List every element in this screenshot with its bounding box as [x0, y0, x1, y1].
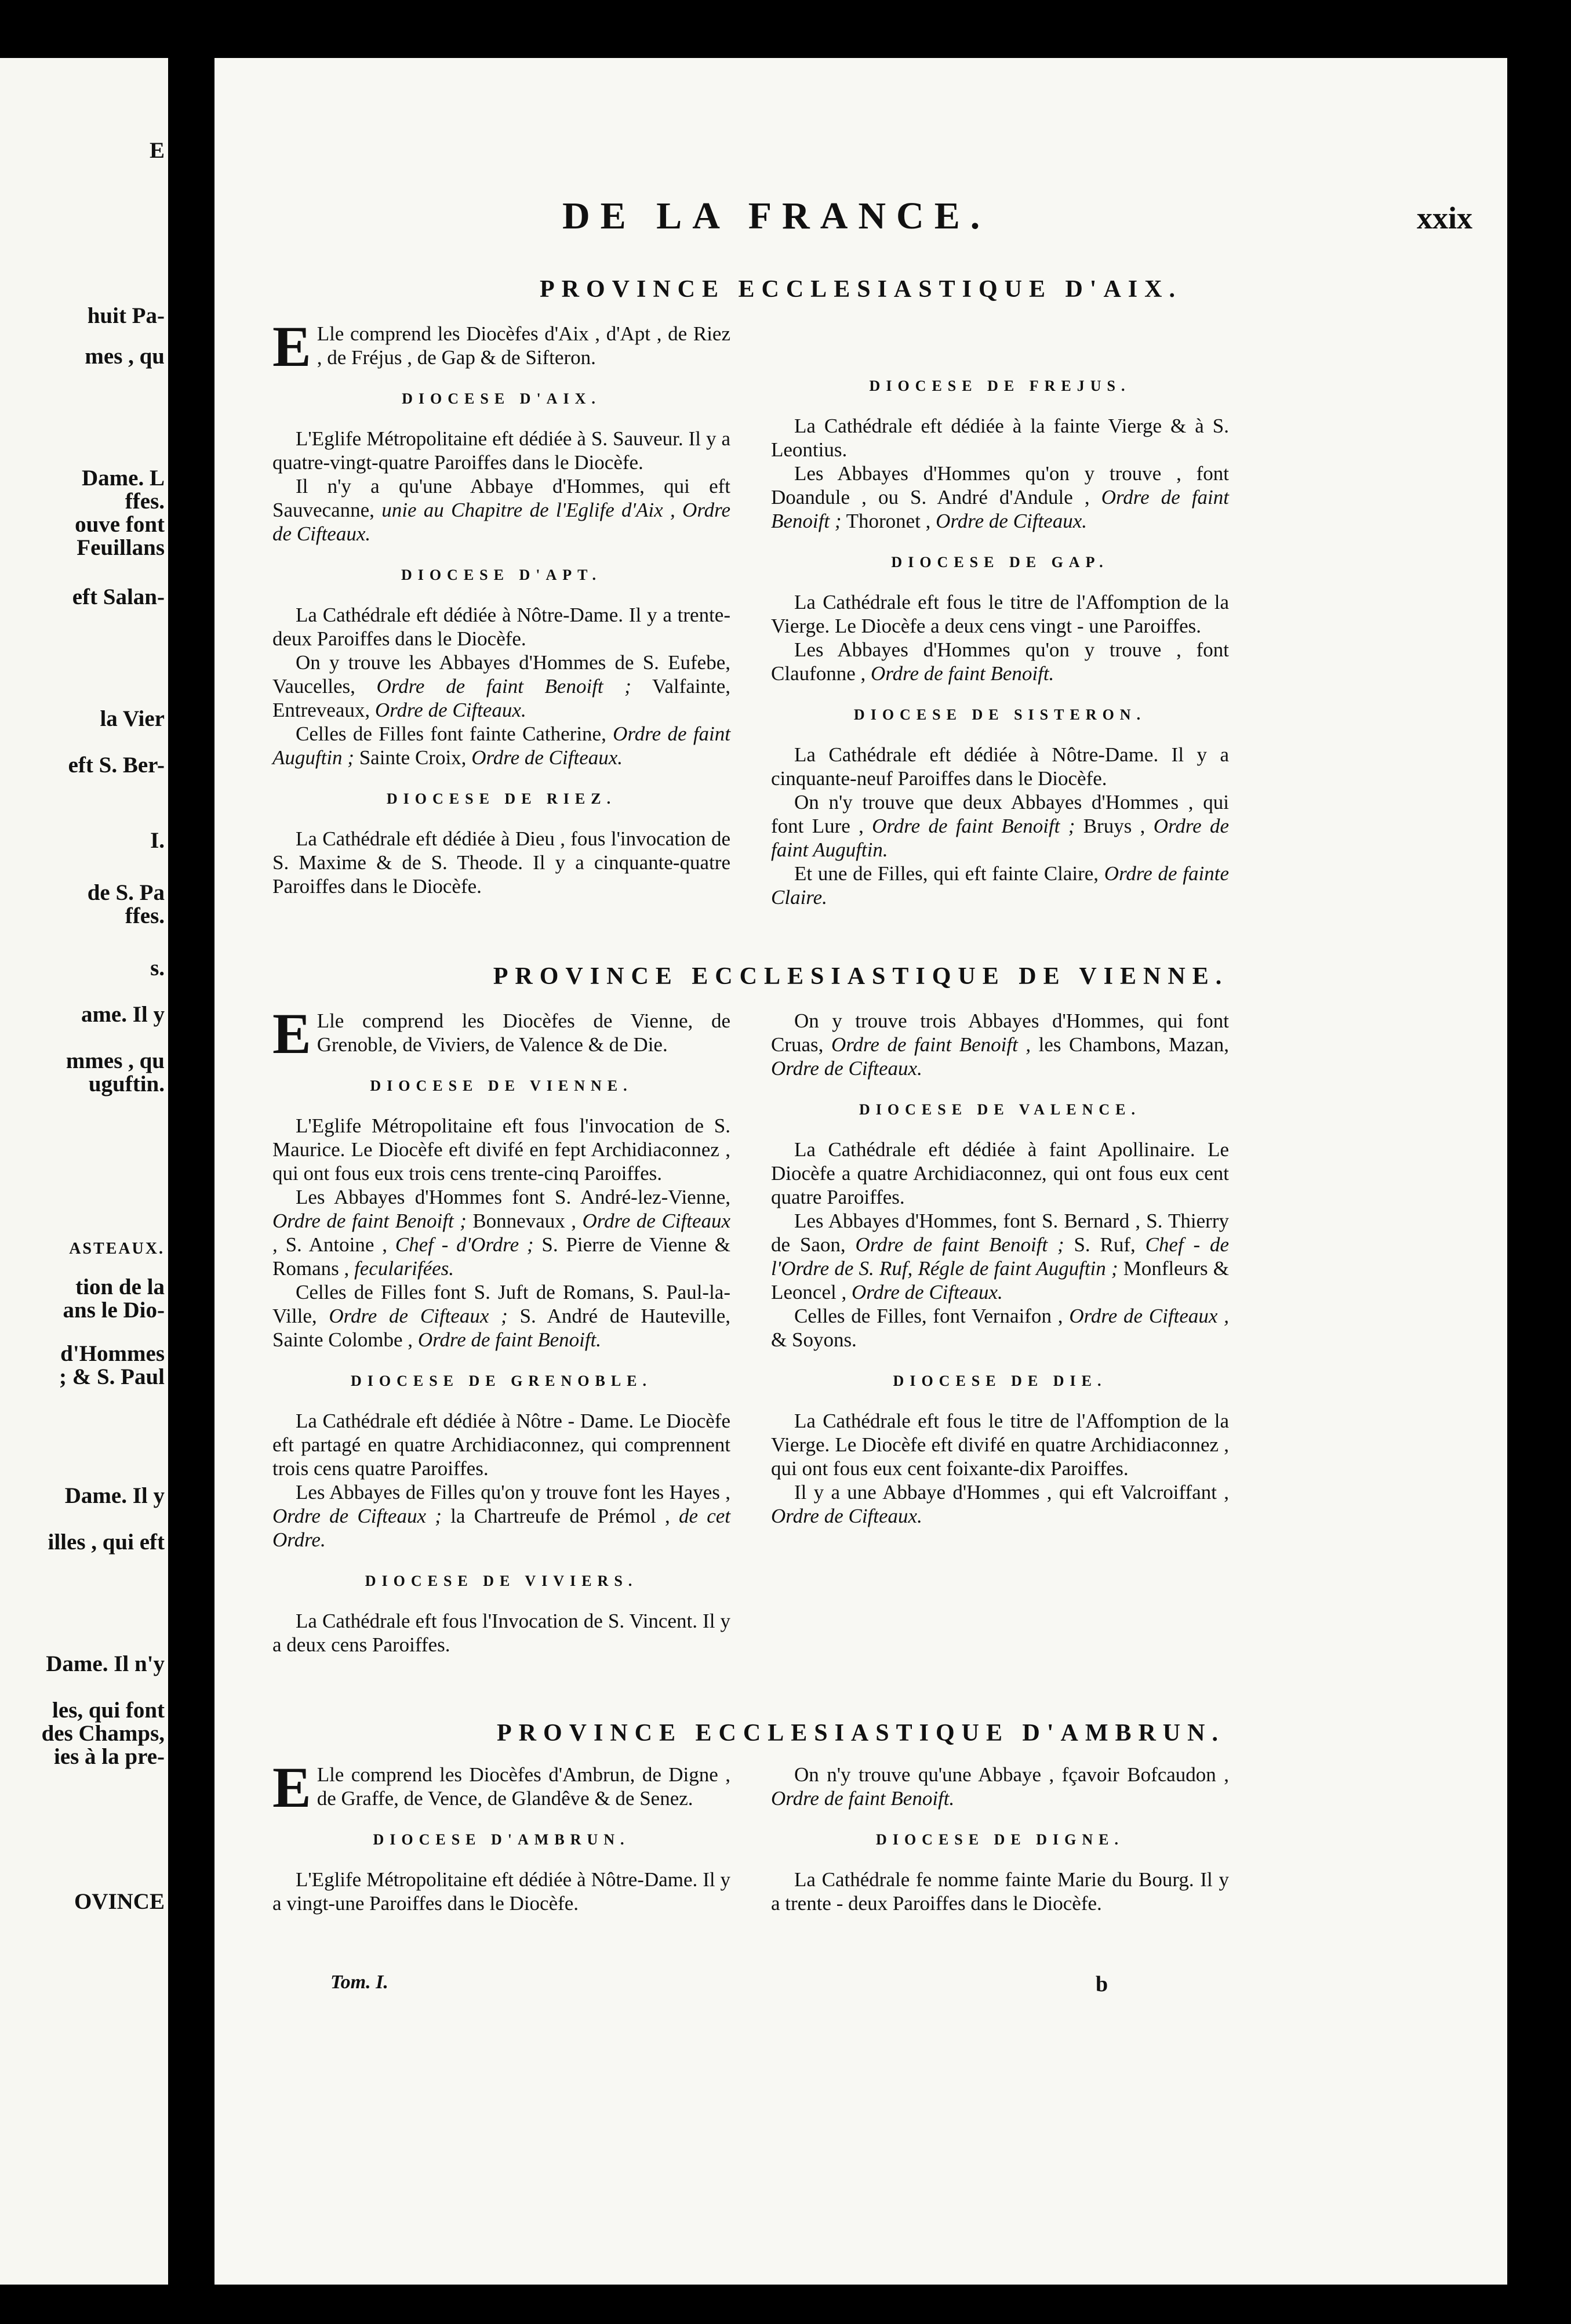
diocese-heading-die: DIOCESE DE DIE. — [893, 1372, 1107, 1389]
paragraph: Celles de Filles font S. Juft de Romans, S. Paul-la-Ville, Ordre de Cifteaux ; S. André de Hauteville, Sainte Colombe , Ordre de faint Benoift. — [272, 1281, 731, 1351]
left-page-line: Dame. L — [82, 466, 165, 491]
paragraph: On n'y trouve qu'une Abbaye , fçavoir Bofcaudon , Ordre de faint Benoift. — [771, 1763, 1229, 1810]
left-page-line: E — [149, 138, 165, 163]
paragraph: La Cathédrale eft dédiée à Dieu , fous l'invocation de S. Maxime & de S. Theode. Il y a cinquante-quatre Paroiffes dans le Diocèfe. — [272, 827, 730, 898]
left-page-line: mes , qu — [85, 344, 165, 369]
paragraph: La Cathédrale eft dédiée à Nôtre-Dame. Il y a trente-deux Paroiffes dans le Diocèfe. — [272, 604, 730, 650]
paragraph: Les Abbayes d'Hommes font S. André-lez-Vienne, Ordre de faint Benoift ; Bonnevaux , Ordre de Cifteaux , S. Antoine , Chef - d'Ordre ; S. Pierre de Vienne & Romans , fecularifées. — [272, 1186, 731, 1280]
paragraph: La Cathédrale eft fous le titre de l'Affomption de la Vierge. Le Diocèfe a deux cens vingt - une Paroiffes. — [771, 591, 1229, 637]
province-intro-aix: E Lle comprend les Diocèfes d'Aix , d'Apt , de Riez , de Fréjus , de Gap & de Sifteron. — [272, 314, 730, 379]
paragraph: Celles de Filles font fainte Catherine, Ordre de faint Auguftin ; Sainte Croix, Ordre de Cifteaux. — [272, 722, 730, 769]
left-page-line: des Champs, — [41, 1721, 165, 1746]
diocese-heading-valence: DIOCESE DE VALENCE. — [859, 1101, 1141, 1118]
left-page-line: I. — [150, 828, 165, 853]
left-page-line: mmes , qu — [66, 1048, 165, 1073]
paragraph: On y trouve les Abbayes d'Hommes de S. Eufebe, Vaucelles, Ordre de faint Benoift ; Valfainte, Entreveaux, Ordre de Cifteaux. — [272, 651, 731, 721]
province-heading-ambrun: PROVINCE ECCLESIASTIQUE D'AMBRUN. — [497, 1720, 1225, 1746]
province-intro-vienne: E Lle comprend les Diocèfes de Vienne, de Grenoble, de Viviers, de Valence & de Die. — [272, 1001, 730, 1066]
paragraph: Les Abbayes d'Hommes qu'on y trouve , font Doandule , ou S. André d'Andule , Ordre de faint Benoift ; Thoronet , Ordre de Cifteaux. — [771, 462, 1229, 532]
paragraph: La Cathédrale eft dédiée à Nôtre-Dame. Il y a cinquante-neuf Paroiffes dans le Diocèfe. — [771, 743, 1229, 790]
page-title: DE LA FRANCE. — [562, 195, 991, 237]
paragraph: La Cathédrale eft fous le titre de l'Affomption de la Vierge. Le Diocèfe eft divifé en quatre Archidiaconnez , qui ont fous eux cent foixante-dix Paroiffes. — [771, 1410, 1229, 1480]
left-page-line: de S. Pa — [87, 880, 165, 905]
diocese-heading-ambrun: DIOCESE D'AMBRUN. — [373, 1831, 630, 1848]
left-page-line: la Vier — [100, 706, 165, 731]
paragraph: La Cathédrale eft dédiée à la fainte Vierge & à S. Leontius. — [771, 415, 1229, 461]
running-header — [214, 194, 1507, 246]
paragraph: L'Eglife Métropolitaine eft dédiée à Nôtre-Dame. Il y a vingt-une Paroiffes dans le Diocèfe. — [272, 1868, 730, 1915]
left-page-line: ame. Il y — [81, 1002, 165, 1027]
diocese-heading-vienne: DIOCESE DE VIENNE. — [370, 1077, 633, 1094]
paragraph: Celles de Filles, font Vernaifon , Ordre de Cifteaux , & Soyons. — [771, 1305, 1230, 1351]
left-page-line: ans le Dio- — [63, 1298, 165, 1323]
paragraph: L'Eglife Métropolitaine eft fous l'invocation de S. Maurice. Le Diocèfe eft divifé en fept Archidiaconnez , qui ont fous eux trois cens trente-cinq Paroiffes. — [272, 1114, 730, 1185]
paragraph: La Cathédrale eft dédiée à faint Apollinaire. Le Diocèfe a quatre Archidiaconnez, qui ont fous eux cent quatre Paroiffes. — [771, 1138, 1229, 1208]
drop-cap: E — [272, 314, 311, 379]
left-page-line: Dame. Il y — [64, 1483, 165, 1508]
diocese-heading-gap: DIOCESE DE GAP. — [891, 554, 1109, 571]
left-page-line: Dame. Il n'y — [46, 1651, 165, 1676]
tome-marker: Tom. I. — [330, 1971, 388, 1993]
diocese-heading-riez: DIOCESE DE RIEZ. — [386, 790, 617, 807]
paragraph: La Cathédrale eft fous l'Invocation de S. Vincent. Il y a deux cens Paroiffes. — [272, 1610, 730, 1656]
drop-cap: E — [272, 1001, 311, 1066]
diocese-heading-grenoble: DIOCESE DE GRENOBLE. — [350, 1372, 653, 1389]
diocese-heading-aix: DIOCESE D'AIX. — [402, 390, 601, 407]
left-page-line: huit Pa- — [87, 303, 165, 328]
paragraph: Il n'y a qu'une Abbaye d'Hommes, qui eft Sauvecanne, unie au Chapitre de l'Eglife d'Aix , Ordre de Cifteaux. — [272, 475, 730, 545]
paragraph: Les Abbayes d'Hommes qu'on y trouve , font Claufonne , Ordre de faint Benoift. — [771, 638, 1229, 685]
left-page-line: tion de la — [75, 1274, 165, 1299]
page-number: xxix — [1416, 201, 1472, 235]
province-intro-ambrun: E Lle comprend les Diocèfes d'Ambrun, de Digne , de Graffe, de Vence, de Glandêve & de Senez. — [272, 1755, 730, 1820]
paragraph: Il y a une Abbaye d'Hommes , qui eft Valcroiffant , Ordre de Cifteaux. — [771, 1481, 1229, 1527]
column-ambrun-right — [771, 1763, 1229, 1915]
paragraph: La Cathédrale eft dédiée à Nôtre - Dame. Le Diocèfe eft partagé en quatre Archidiaconnez, qui comprennent trois cens quatre Paroiffes. — [272, 1410, 730, 1480]
left-page-line: ies à la pre- — [53, 1744, 165, 1769]
paragraph: La Cathédrale fe nomme fainte Marie du Bourg. Il y a trente - deux Paroiffes dans le Diocèfe. — [771, 1868, 1229, 1915]
left-page-line: ffes. — [125, 903, 165, 928]
column-vienne-right — [771, 1009, 1229, 1528]
left-page-line: ouve font — [75, 512, 165, 537]
left-page-line: ASTEAUX. — [69, 1240, 165, 1258]
paragraph: On y trouve trois Abbayes d'Hommes, qui font Cruas, Ordre de faint Benoift , les Chambons, Mazan, Ordre de Cifteaux. — [771, 1010, 1230, 1080]
diocese-heading-sisteron: DIOCESE DE SISTERON. — [853, 706, 1147, 723]
left-page-line: s. — [150, 956, 165, 981]
province-heading-vienne: PROVINCE ECCLESIASTIQUE DE VIENNE. — [493, 963, 1229, 990]
left-page-line: d'Hommes — [60, 1341, 165, 1366]
column-aix-left — [272, 314, 731, 898]
diocese-heading-viviers: DIOCESE DE VIVIERS. — [365, 1573, 638, 1589]
paragraph: On n'y trouve que deux Abbayes d'Hommes , qui font Lure , Ordre de faint Benoift ; Bruys , Ordre de faint Auguftin. — [771, 791, 1230, 861]
column-ambrun-left — [272, 1755, 730, 1915]
left-page-line: ffes. — [125, 489, 165, 514]
left-page-line: illes , qui eft — [48, 1530, 165, 1555]
left-page-line: uguftin. — [88, 1072, 165, 1096]
left-page-line: Feuillans — [77, 535, 165, 560]
paragraph: Et une de Filles, qui eft fainte Claire, Ordre de fainte Claire. — [771, 862, 1229, 909]
paragraph: Les Abbayes de Filles qu'on y trouve font les Hayes , Ordre de Cifteaux ; la Chartreufe de Prémol , de cet Ordre. — [272, 1481, 731, 1551]
left-page-line: les, qui font — [52, 1698, 165, 1723]
left-page-fragment — [0, 58, 168, 2285]
left-page-line: ; & S. Paul — [59, 1364, 165, 1389]
left-page-line: eft S. Ber- — [68, 753, 165, 778]
diocese-heading-digne: DIOCESE DE DIGNE. — [876, 1831, 1124, 1848]
province-heading-aix: PROVINCE ECCLESIASTIQUE D'AIX. — [540, 276, 1182, 303]
paragraph: L'Eglife Métropolitaine eft dédiée à S. Sauveur. Il y a quatre-vingt-quatre Paroiffes dans le Diocèfe. — [272, 427, 730, 474]
book-page — [214, 58, 1507, 2285]
diocese-heading-frejus: DIOCESE DE FREJUS. — [869, 377, 1131, 394]
left-page-line: eft Salan- — [72, 584, 165, 609]
column-aix-right — [771, 322, 1229, 909]
paragraph: Les Abbayes d'Hommes, font S. Bernard , S. Thierry de Saon, Ordre de faint Benoift ; S. Ruf, Chef - de l'Ordre de S. Ruf, Régle de faint Auguftin ; Monfleurs & Leoncel , Ordre de Cifteaux. — [771, 1210, 1230, 1303]
drop-cap: E — [272, 1755, 311, 1820]
diocese-heading-apt: DIOCESE D'APT. — [401, 567, 602, 583]
left-page-line: OVINCE — [74, 1889, 165, 1914]
signature-mark: b — [1096, 1972, 1108, 1996]
column-vienne-left — [272, 1001, 731, 1657]
